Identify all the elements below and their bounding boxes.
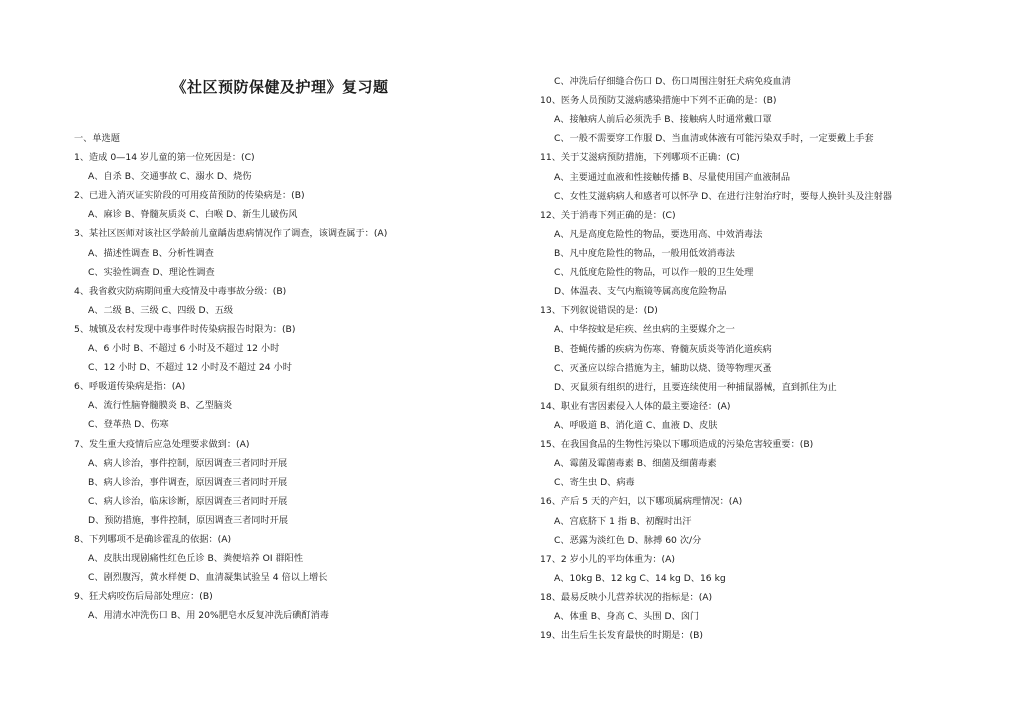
question-line: 3、某社区医师对该社区学龄前儿童龋齿患病情况作了调查，该调查属于：(A) [74,228,388,240]
answer-option-line: C、冲洗后仔细缝合伤口 D、伤口周围注射狂犬病免疫血清 [554,76,791,87]
answer-option-line: C、凡低度危险性的物品，可以作一般的卫生处理 [554,267,754,279]
answer-option-line: A、宫底脐下 1 指 B、初醒时出汗 [554,515,692,527]
answer-option-line: C、病人诊治，临床诊断，原因调查三者同时开展 [88,495,288,507]
answer-option-line: A、流行性脑脊髓膜炎 B、乙型脑炎 [88,400,233,412]
answer-option-line: B、苍蝇传播的疾病为伤寒、脊髓灰质炎等消化道疾病 [554,343,772,355]
answer-option-line: D、体温表、支气内瓶镜等属高度危险物品 [554,286,727,298]
answer-option-line: C、实验性调查 D、理论性调查 [88,266,215,278]
question-line: 15、在我国食品的生物性污染以下哪项造成的污染危害较重要：(B) [540,439,814,451]
question-line: 12、关于消毒下列正确的是：(C) [540,209,676,221]
question-line: 1、造成 0—14 岁儿童的第一位死因是：(C) [74,152,255,164]
question-line: 9、狂犬病咬伤后局部处理应：(B) [74,591,213,603]
question-line: 11、关于艾滋病预防措施，下列哪项不正确：(C) [540,152,740,164]
question-line: 16、产后 5 天的产妇，以下哪项属病理情况：(A) [540,496,743,508]
question-line: 10、医务人员预防艾滋病感染措施中下列不正确的是：(B) [540,95,777,107]
question-line: 一、单选题 [74,133,120,144]
answer-option-line: A、接触病人前后必须洗手 B、接触病人时通常戴口罩 [554,114,772,126]
answer-option-line: A、描述性调查 B、分析性调查 [88,247,214,259]
answer-option-line: A、二级 B、三级 C、四级 D、五级 [88,304,234,316]
answer-option-line: A、凡是高度危险性的物品，要选用高、中效消毒法 [554,228,763,240]
question-line: 5、城镇及农村发现中毒事件时传染病报告时限为：(B) [74,323,296,335]
question-line: 14、职业有害因素侵入人体的最主要途径：(A) [540,400,731,412]
answer-option-line: A、霉菌及霉菌毒素 B、细菌及细菌毒素 [554,458,717,470]
question-line: 19、出生后生长发育最快的时期是：(B) [540,630,703,642]
page-title: 《社区预防保健及护理》复习题 [171,78,389,96]
question-line: 6、呼吸道传染病是指：(A) [74,381,186,393]
answer-option-line: A、病人诊治，事件控制，原因调查三者同时开展 [88,457,288,469]
answer-option-line: A、皮肤出现剧痛性红色丘诊 B、粪便培养 OI 群阳性 [88,553,304,565]
answer-option-line: D、灭鼠须有组织的进行，且要连续使用一种捕鼠器械，直到抓住为止 [554,381,837,393]
answer-option-line: C、恶露为淡红色 D、脉搏 60 次/分 [554,534,702,546]
question-line: 8、下列哪项不是确诊霍乱的依据：(A) [74,533,232,545]
question-line: 2、已进入消灭证实阶段的可用疫苗预防的传染病是：(B) [74,190,305,202]
answer-option-line: C、灭蚤应以综合措施为主，辅助以烧、烫等物理灭蚤 [554,362,772,374]
answer-option-line: B、病人诊治，事件调查，原因调查三者同时开展 [88,476,288,488]
answer-option-line: A、麻诊 B、脊髓灰质炎 C、白喉 D、新生儿破伤风 [88,209,298,221]
answer-option-line: A、中华按蚊是疟疾、丝虫病的主要媒介之一 [554,324,735,336]
answer-option-line: C、女性艾滋病病人和感者可以怀孕 D、在进行注射治疗时，要每人换针头及注射器 [554,190,892,202]
answer-option-line: C、登革热 D、伤寒 [88,419,169,431]
answer-option-line: A、6 小时 B、不超过 6 小时及不超过 12 小时 [88,343,280,355]
answer-option-line: B、凡中度危险性的物品，一般用低效消毒法 [554,247,735,259]
answer-option-line: A、体重 B、身高 C、头围 D、囟门 [554,611,700,623]
answer-option-line: C、12 小时 D、不超过 12 小时及不超过 24 小时 [88,362,292,374]
answer-option-line: A、主要通过血液和性接触传播 B、尽量使用国产血液制品 [554,171,791,183]
answer-option-line: A、呼吸道 B、消化道 C、血液 D、皮肤 [554,419,718,431]
question-line: 18、最易反映小儿营养状况的指标是：(A) [540,591,713,603]
answer-option-line: A、用清水冲洗伤口 B、用 20%肥皂水反复冲洗后碘酊消毒 [88,610,329,622]
answer-option-line: D、预防措施，事件控制，原因调查三者同时开展 [88,514,289,526]
question-line: 4、我省救灾防病期间重大疫情及中毒事故分级：(B) [74,285,287,297]
question-line: 13、下列叙说错误的是：(D) [540,305,658,317]
question-line: 17、2 岁小儿的平均体重为：(A) [540,553,675,565]
question-line: 7、发生重大疫情后应急处理要求做到：(A) [74,438,250,450]
answer-option-line: A、10kg B、12 kg C、14 kg D、16 kg [554,572,726,584]
answer-option-line: C、寄生虫 D、病毒 [554,477,635,489]
right-column [540,72,980,645]
answer-option-line: C、剧烈腹泻，黄水样便 D、血清凝集试验呈 4 倍以上增长 [88,572,328,584]
answer-option-line: A、自杀 B、交通事故 C、溺水 D、烧伤 [88,171,252,183]
answer-option-line: C、一般不需要穿工作服 D、当血清或体液有可能污染双手时，一定要戴上手套 [554,133,874,145]
left-column [74,129,494,625]
